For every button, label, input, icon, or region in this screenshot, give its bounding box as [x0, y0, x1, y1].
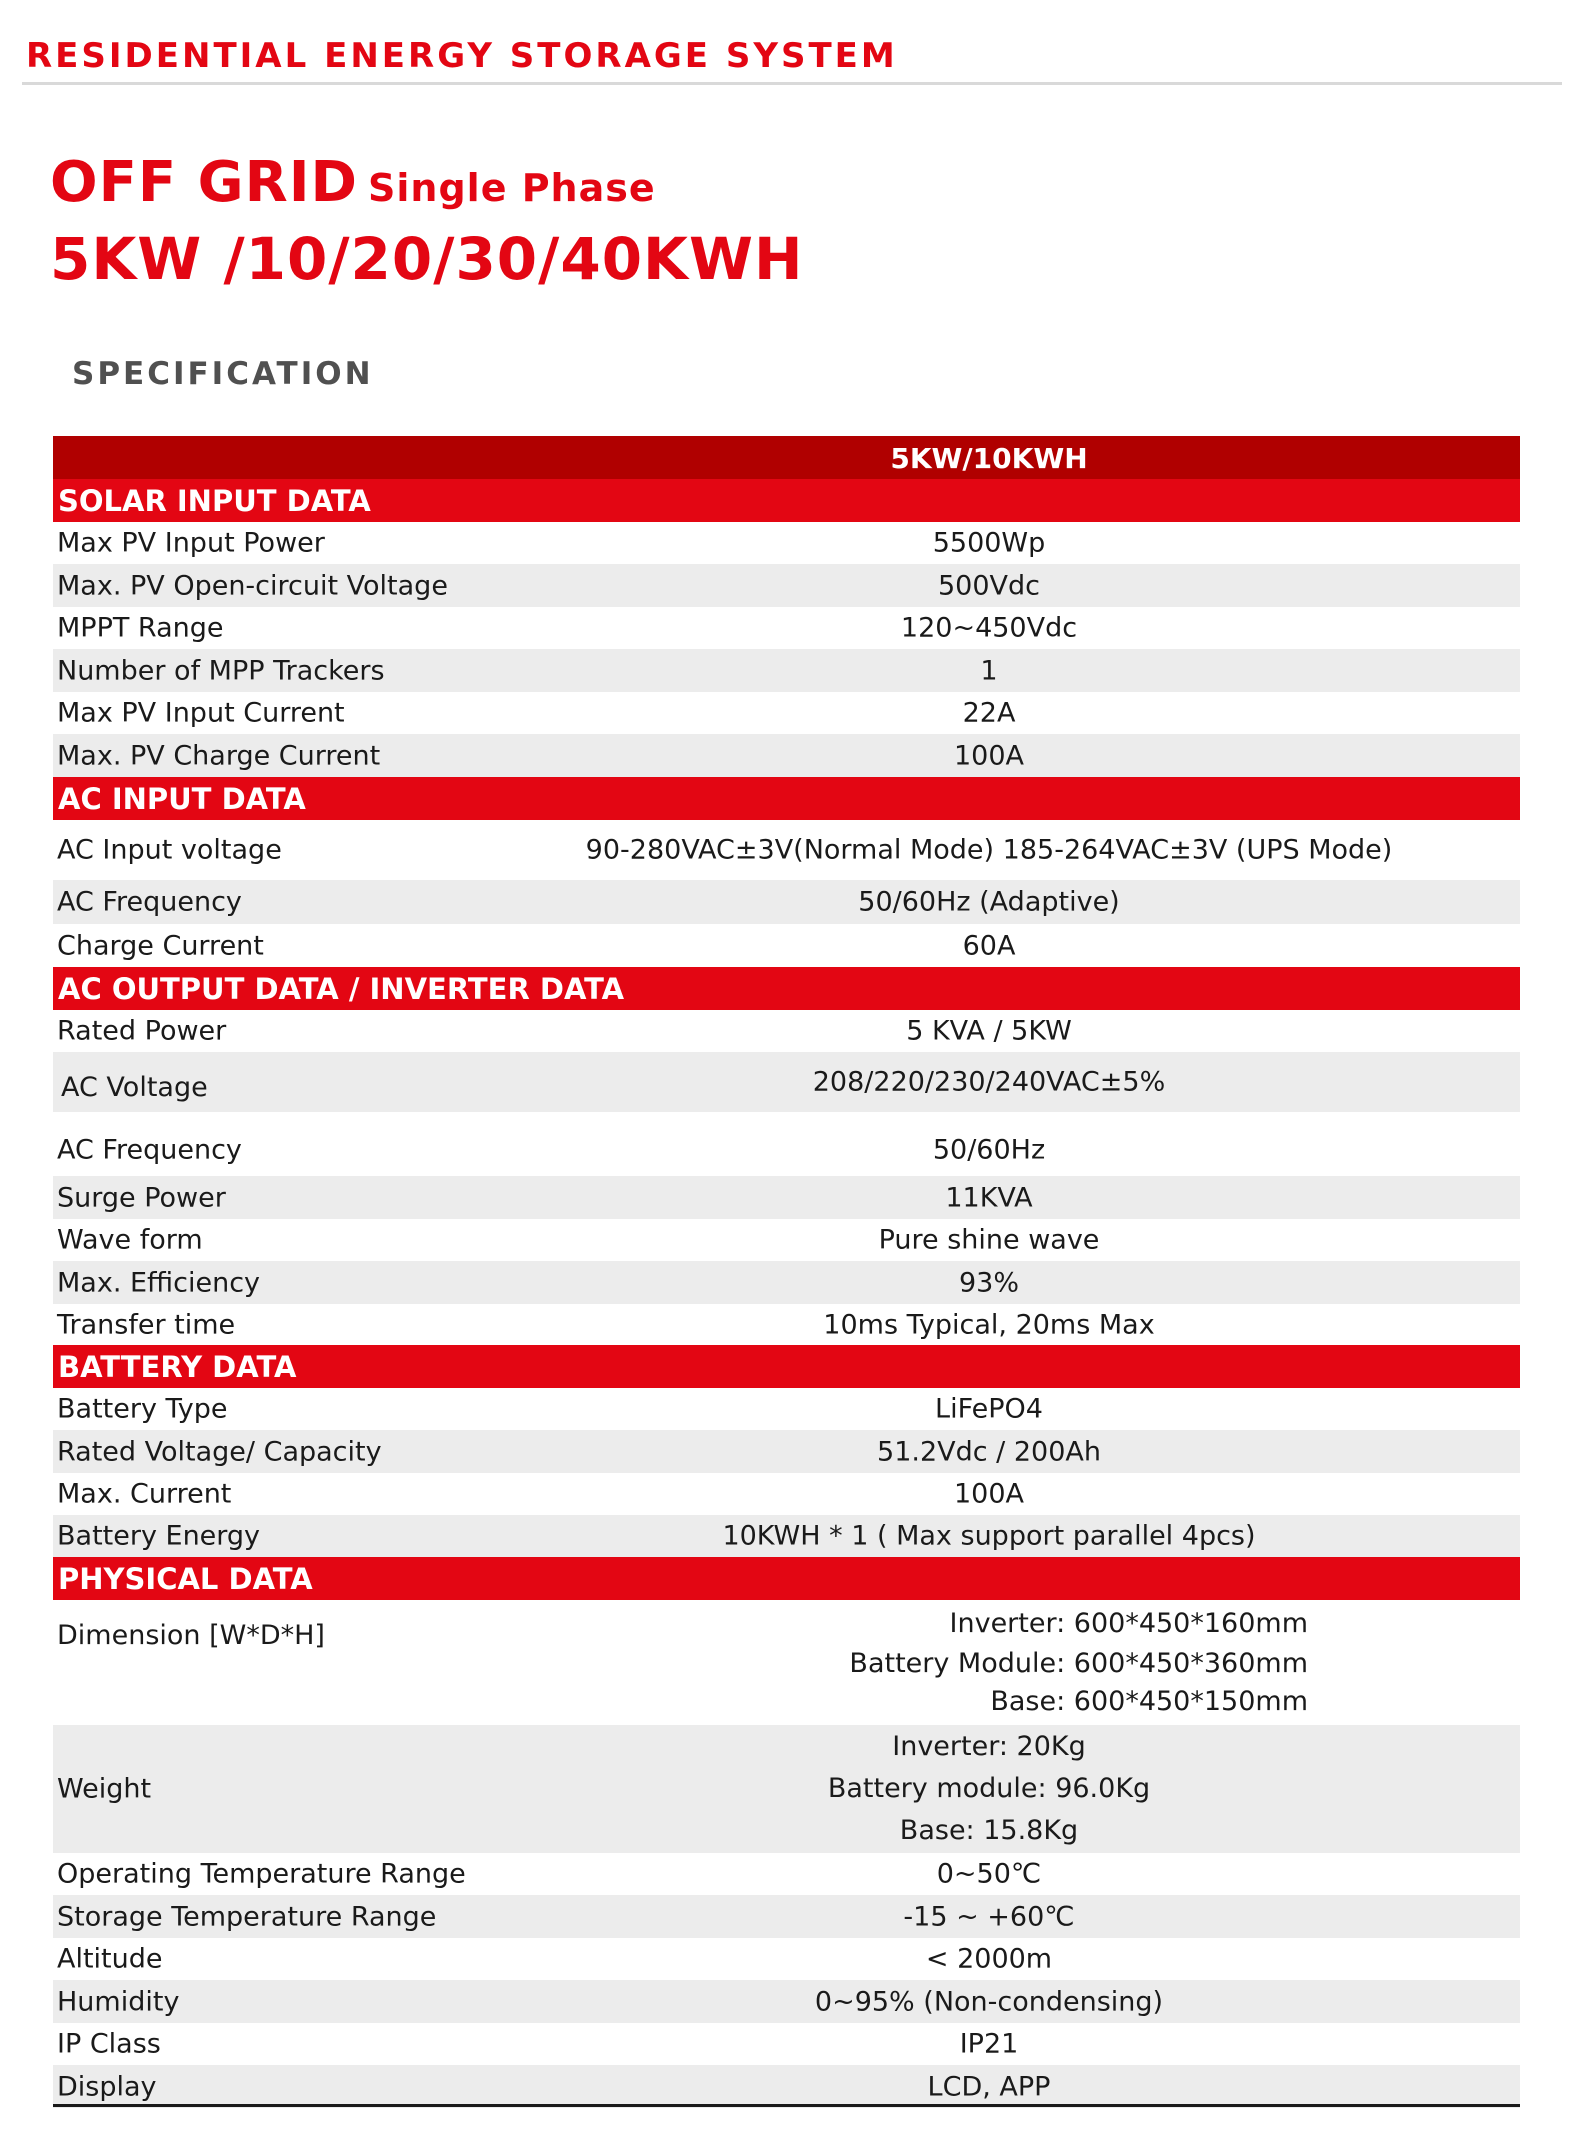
- row-value: 50/60Hz (Adaptive): [858, 886, 1120, 918]
- row-value: 1: [980, 655, 998, 686]
- table-bottom-rule: [53, 2104, 1520, 2107]
- row-value: 60A: [962, 930, 1016, 961]
- row-label: Battery Energy: [57, 1520, 261, 1552]
- row-label: Transfer time: [57, 1309, 236, 1340]
- row-label: Max PV Input Current: [57, 697, 345, 729]
- dimension-battery-module: Battery Module: 600*450*360mm: [849, 1648, 1308, 1679]
- table-row: [53, 1261, 1520, 1304]
- model-name: 5KW/10KWH: [890, 442, 1088, 475]
- section-ac-input: [53, 777, 1520, 820]
- specification-label: SPECIFICATION: [72, 356, 374, 392]
- row-value: 50/60Hz: [932, 1134, 1046, 1166]
- row-value: LCD, APP: [927, 2071, 1051, 2102]
- table-row: [53, 1895, 1520, 1938]
- row-value: 93%: [958, 1267, 1020, 1298]
- title-single-phase: Single Phase: [368, 166, 656, 210]
- table-row: [53, 1052, 1520, 1112]
- table-row: [53, 2065, 1520, 2108]
- top-banner: [22, 34, 1562, 85]
- row-value: 11KVA: [945, 1182, 1033, 1213]
- row-label: Surge Power: [57, 1182, 226, 1213]
- row-label: Max PV Input Power: [57, 527, 325, 559]
- weight-values: [53, 1725, 1520, 1853]
- row-label: Wave form: [57, 1224, 203, 1256]
- row-label: Max. Current: [57, 1478, 232, 1510]
- row-label: AC Frequency: [57, 886, 242, 918]
- table-row: [53, 1010, 1520, 1052]
- row-label: Altitude: [57, 1943, 163, 1975]
- section-physical: [53, 1557, 1520, 1600]
- title-off-grid: OFF GRID: [50, 150, 359, 215]
- table-row: [53, 1304, 1520, 1345]
- table-row: [53, 564, 1520, 607]
- row-label: AC Input voltage: [57, 834, 282, 866]
- row-value: 10ms Typical, 20ms Max: [823, 1309, 1155, 1340]
- row-value: 500Vdc: [938, 570, 1040, 601]
- row-value: < 2000m: [925, 1943, 1053, 1975]
- row-value: LiFePO4: [935, 1393, 1043, 1425]
- table-row: [53, 1938, 1520, 1980]
- row-value: 90-280VAC±3V(Normal Mode) 185-264VAC±3V (UPS Mode): [585, 834, 1393, 866]
- row-label: Max. PV Charge Current: [57, 740, 381, 771]
- spec-table: [53, 436, 1520, 2108]
- row-label: Charge Current: [57, 930, 264, 961]
- table-row: [53, 1219, 1520, 1261]
- table-row: [53, 649, 1520, 692]
- section-solar-input: [53, 479, 1520, 522]
- row-label: Humidity: [57, 1986, 180, 2017]
- row-label: Max. Efficiency: [57, 1267, 261, 1298]
- row-value: IP21: [959, 2028, 1019, 2060]
- row-label: AC Frequency: [57, 1134, 242, 1166]
- row-value: 0~50℃: [936, 1858, 1042, 1890]
- row-value: 208/220/230/240VAC±5%: [812, 1066, 1166, 1098]
- row-value: 5500Wp: [932, 527, 1046, 559]
- row-label: Weight: [57, 1773, 152, 1805]
- row-value: 120~450Vdc: [900, 612, 1078, 644]
- row-label: Storage Temperature Range: [57, 1901, 437, 1932]
- section-title: AC INPUT DATA: [58, 782, 306, 816]
- product-title-line1: [50, 150, 656, 215]
- dimension-base: Base: 600*450*150mm: [990, 1686, 1308, 1717]
- table-row: [53, 924, 1520, 967]
- row-value: 0~95% (Non-condensing): [814, 1986, 1164, 2017]
- table-row: [53, 607, 1520, 649]
- section-title: SOLAR INPUT DATA: [58, 484, 371, 518]
- dimension-inverter: Inverter: 600*450*160mm: [949, 1608, 1308, 1639]
- section-battery: [53, 1345, 1520, 1388]
- table-row: [53, 820, 1520, 880]
- row-label: Dimension [W*D*H]: [57, 1620, 325, 1651]
- table-row: [53, 880, 1520, 924]
- section-title: PHYSICAL DATA: [58, 1562, 313, 1596]
- row-label: Number of MPP Trackers: [57, 655, 385, 686]
- table-row: [53, 734, 1520, 777]
- table-row: [53, 1853, 1520, 1895]
- row-value: 100A: [953, 1478, 1025, 1510]
- table-row: [53, 1388, 1520, 1430]
- weight-battery-module: Battery module: 96.0Kg: [827, 1773, 1151, 1804]
- table-row: [53, 1112, 1520, 1176]
- row-label: IP Class: [57, 2028, 161, 2060]
- row-label: Battery Type: [57, 1393, 228, 1425]
- row-label: Rated Voltage/ Capacity: [57, 1436, 382, 1467]
- model-header: [53, 436, 1520, 479]
- section-title: AC OUTPUT DATA / INVERTER DATA: [58, 972, 625, 1006]
- table-row-dimension: [53, 1600, 1520, 1725]
- section-ac-output: [53, 967, 1520, 1010]
- brand-heading: RESIDENTIAL ENERGY STORAGE SYSTEM: [26, 36, 898, 76]
- row-value: 22A: [962, 697, 1016, 729]
- row-value: 51.2Vdc / 200Ah: [877, 1436, 1101, 1467]
- product-title-line2: 5KW /10/20/30/40KWH: [50, 225, 804, 293]
- table-row: [53, 522, 1520, 564]
- weight-base: Base: 15.8Kg: [899, 1815, 1079, 1846]
- table-row: [53, 2023, 1520, 2065]
- row-value: Pure shine wave: [878, 1224, 1100, 1256]
- table-row: [53, 1176, 1520, 1219]
- row-label: AC Voltage: [61, 1072, 208, 1103]
- row-label: Operating Temperature Range: [57, 1858, 466, 1890]
- row-value: 100A: [953, 740, 1025, 771]
- row-value: 5 KVA / 5KW: [906, 1015, 1072, 1047]
- table-row-weight: [53, 1725, 1520, 1853]
- row-label: Display: [57, 2071, 157, 2102]
- row-label: Max. PV Open-circuit Voltage: [57, 570, 448, 601]
- table-row: [53, 1980, 1520, 2023]
- row-value: 10KWH * 1 ( Max support parallel 4pcs): [722, 1520, 1256, 1552]
- row-value: -15 ~ +60℃: [903, 1901, 1075, 1932]
- row-label: Rated Power: [57, 1015, 227, 1047]
- table-row: [53, 692, 1520, 734]
- row-label: MPPT Range: [57, 612, 224, 644]
- section-title: BATTERY DATA: [58, 1350, 297, 1384]
- weight-inverter: Inverter: 20Kg: [892, 1731, 1086, 1762]
- table-row: [53, 1430, 1520, 1473]
- table-row: [53, 1473, 1520, 1515]
- table-row: [53, 1515, 1520, 1557]
- dimension-values: [53, 1600, 1520, 1725]
